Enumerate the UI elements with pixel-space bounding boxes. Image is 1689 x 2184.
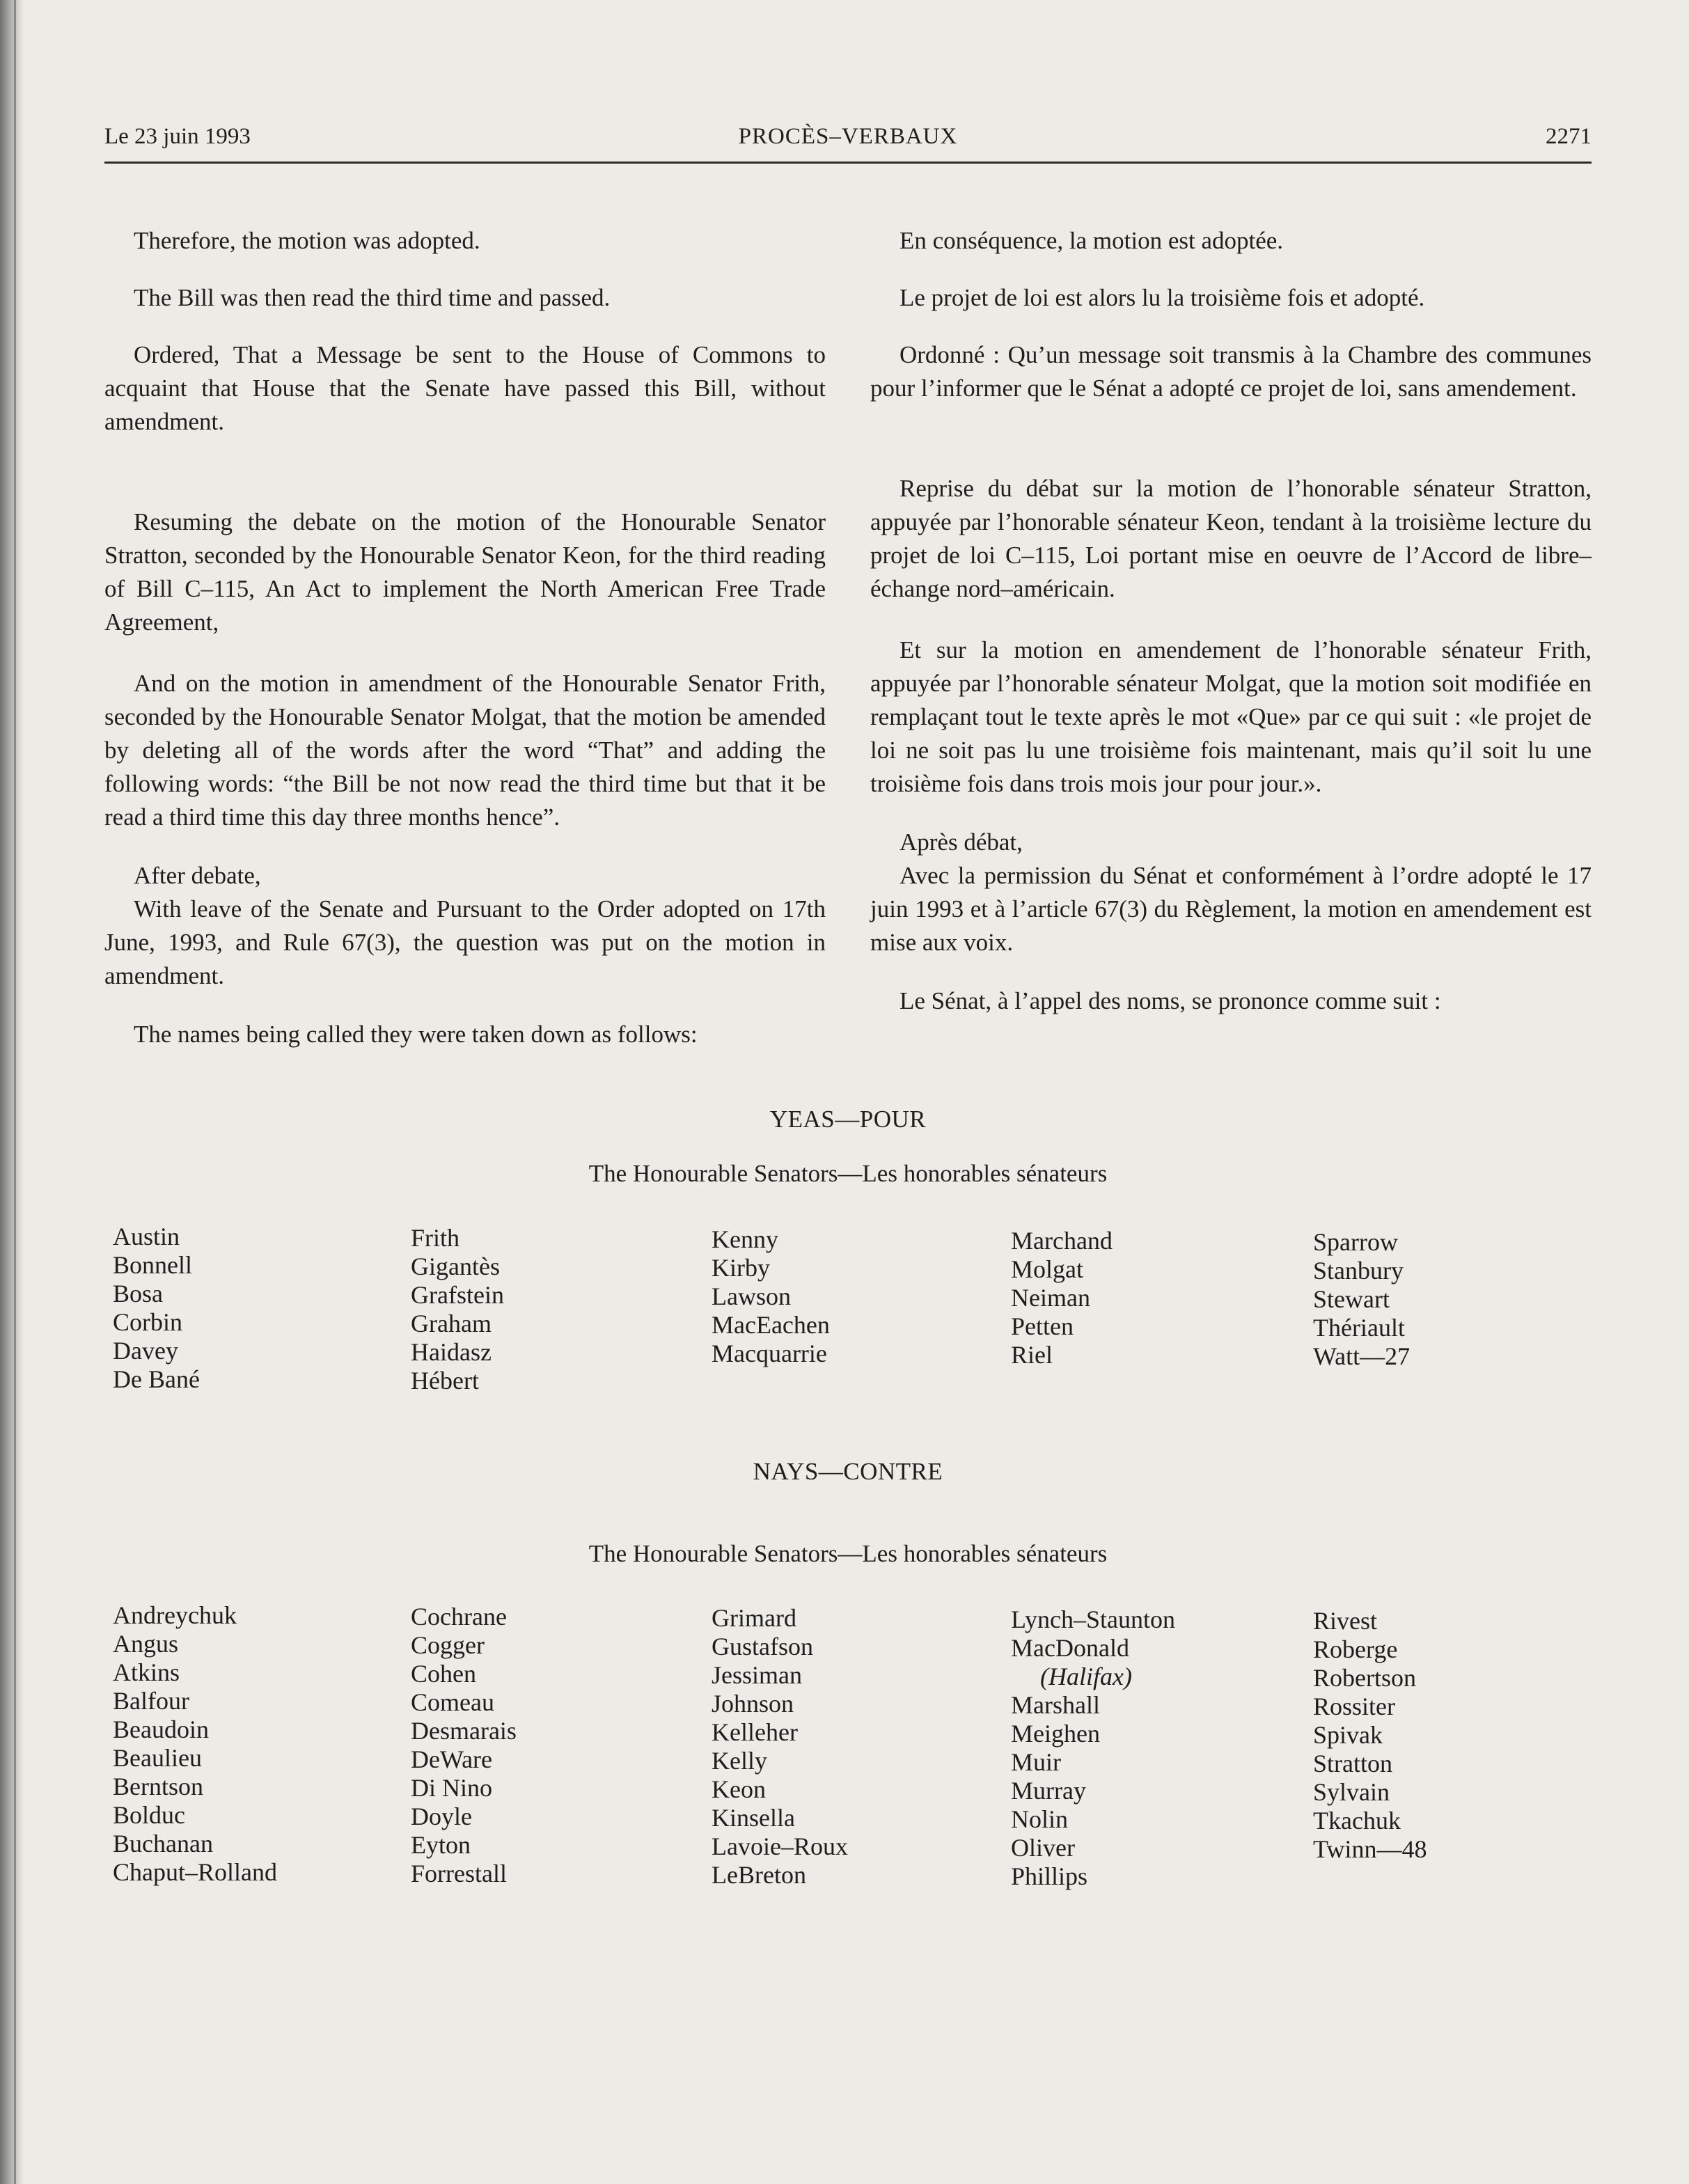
senator-name: Bonnell — [113, 1251, 192, 1279]
senator-name: Frith — [411, 1224, 460, 1252]
running-head — [104, 124, 1592, 159]
yeas-column-5 — [1313, 1228, 1410, 1371]
senator-name: Tkachuk — [1313, 1807, 1401, 1835]
senator-name: Lawson — [712, 1282, 791, 1310]
senator-name: Jessiman — [712, 1661, 802, 1689]
senator-name: Kenny — [712, 1225, 778, 1253]
senator-name: Chaput–Rolland — [113, 1858, 277, 1886]
paragraph: The Bill was then read the third time and passed. — [134, 284, 611, 311]
yeas-column-3 — [712, 1225, 830, 1368]
senator-name: Marchand — [1011, 1227, 1113, 1255]
senator-name: Graham — [411, 1310, 492, 1337]
paragraph: Le projet de loi est alors lu la troisième fois et adopté. — [900, 284, 1425, 311]
senator-name: Sylvain — [1313, 1778, 1390, 1806]
senator-name: Comeau — [411, 1688, 494, 1716]
senator-name: Muir — [1011, 1748, 1061, 1776]
paragraph: After debate, — [134, 862, 261, 889]
senator-name: Johnson — [712, 1690, 794, 1718]
senator-name: Buchanan — [113, 1830, 213, 1857]
senator-name: Balfour — [113, 1687, 189, 1715]
senator-name: Desmarais — [411, 1717, 517, 1745]
senator-name: Thériault — [1313, 1314, 1405, 1342]
senator-name: Hébert — [411, 1367, 479, 1395]
senator-name: Phillips — [1011, 1862, 1088, 1890]
paragraph: Ordered, That a Message be sent to the House of Commons to acquaint that House that the Senate have passed this Bill, without amendment. — [104, 341, 826, 435]
french-column — [870, 224, 1592, 1018]
senator-name: Roberge — [1313, 1635, 1398, 1663]
senator-name: Marshall — [1011, 1691, 1100, 1719]
senator-name: Berntson — [113, 1773, 203, 1800]
english-column — [104, 224, 826, 1051]
yeas-subtitle: The Honourable Senators—Les honorables sénateurs — [588, 1160, 1108, 1187]
paragraph: Après débat, — [900, 828, 1023, 856]
senator-name: Haidasz — [411, 1338, 492, 1366]
senator-name: Meighen — [1011, 1720, 1100, 1747]
senator-name: Cohen — [411, 1660, 476, 1688]
senator-name: Grafstein — [411, 1281, 504, 1309]
senator-name: Kelleher — [712, 1718, 798, 1746]
senator-name: Forrestall — [411, 1860, 507, 1887]
paragraph: Ordonné : Qu’un message soit transmis à la Chambre des communes pour l’informer que le Sénat a adopté ce projet de loi, sans amendement. — [870, 341, 1592, 402]
senator-name: Cogger — [411, 1631, 485, 1659]
yeas-column-1 — [113, 1223, 200, 1394]
paragraph: And on the motion in amendment of the Honourable Senator Frith, seconded by the Honourable Senator Molgat, that the motion be amended by deleting all of the words after the word “That” and adding the following words: “the Bill be not now read the third time but that it be read a third time this day three months hence”. — [104, 670, 826, 831]
senator-name: Stewart — [1313, 1285, 1390, 1313]
senator-name: Stanbury — [1313, 1257, 1404, 1285]
senator-name: Gigantès — [411, 1252, 500, 1280]
paragraph: Therefore, the motion was adopted. — [134, 227, 480, 254]
nays-column-1 — [113, 1601, 277, 1887]
senator-name: De Bané — [113, 1365, 200, 1393]
nays-subtitle: The Honourable Senators—Les honorables sénateurs — [588, 1540, 1108, 1567]
senator-name: Kinsella — [712, 1804, 795, 1832]
senator-name: Riel — [1011, 1341, 1053, 1369]
senator-name: Angus — [113, 1630, 179, 1658]
senator-name: Eyton — [411, 1831, 471, 1859]
senator-name: Atkins — [113, 1658, 180, 1686]
paragraph: Avec la permission du Sénat et conformément à l’ordre adopté le 17 juin 1993 et à l’article 67(3) du Règlement, la motion en amendement est mise aux voix. — [870, 862, 1592, 956]
senator-name: DeWare — [411, 1745, 493, 1773]
yeas-column-2 — [411, 1224, 504, 1395]
binding-edge — [0, 0, 24, 2184]
senator-name: Davey — [113, 1337, 178, 1365]
senator-name: Lavoie–Roux — [712, 1832, 848, 1860]
senator-name: Cochrane — [411, 1603, 507, 1631]
senator-name: Murray — [1011, 1777, 1086, 1805]
senator-name: Oliver — [1011, 1834, 1075, 1862]
page-edge-line — [14, 0, 16, 2184]
header-title: PROCÈS–VERBAUX — [738, 124, 958, 149]
nays-column-5 — [1313, 1607, 1427, 1864]
senator-name: Beaudoin — [113, 1715, 209, 1743]
senator-name: MacDonald — [1011, 1634, 1129, 1662]
paragraph: En conséquence, la motion est adoptée. — [900, 227, 1284, 254]
senator-name: Bolduc — [113, 1801, 185, 1829]
page-number: 2271 — [1546, 124, 1592, 149]
senator-name: Kirby — [712, 1254, 770, 1282]
yeas-column-4 — [1011, 1227, 1113, 1369]
senator-name: Beaulieu — [113, 1744, 202, 1772]
senator-name: Austin — [113, 1223, 180, 1250]
senator-name: Keon — [712, 1775, 766, 1803]
paragraph: Reprise du débat sur la motion de l’honorable sénateur Stratton, appuyée par l’honorable sénateur Keon, tendant à la troisième lecture du projet de loi C–115, Loi portant mise en oeuvre de l’Accord de libre–échange nord–américain. — [870, 475, 1592, 602]
senator-name: Nolin — [1011, 1805, 1069, 1833]
nays-title: NAYS—CONTRE — [753, 1458, 943, 1485]
paragraph: Resuming the debate on the motion of the Honourable Senator Stratton, seconded by the Honourable Senator Keon, for the third reading of Bill C–115, An Act to implement the North American Free Trade Agreement, — [104, 508, 826, 636]
senator-name: Andreychuk — [113, 1601, 237, 1629]
senator-name: Rivest — [1313, 1607, 1378, 1635]
senator-name: Neiman — [1011, 1284, 1090, 1312]
yeas-title: YEAS—POUR — [769, 1106, 927, 1133]
senator-name: MacEachen — [712, 1311, 830, 1339]
header-rule — [104, 162, 1592, 164]
paragraph: The names being called they were taken down as follows: — [134, 1021, 698, 1048]
senator-name: Spivak — [1313, 1721, 1383, 1749]
senator-name: Twinn—48 — [1313, 1835, 1427, 1863]
nays-column-4 — [1011, 1605, 1175, 1891]
senator-name: Gustafson — [712, 1633, 813, 1660]
senator-name: Grimard — [712, 1604, 796, 1632]
senator-name: Petten — [1011, 1312, 1074, 1340]
nays-column-3 — [712, 1604, 848, 1890]
senator-name: Sparrow — [1313, 1228, 1398, 1256]
paragraph: Et sur la motion en amendement de l’honorable sénateur Frith, appuyée par l’honorable sénateur Molgat, que la motion soit modifiée en remplaçant tout le texte après le mot «Que» par ce qui suit : «le projet de loi ne soit pas lu une troisième fois maintenant, mais qu’il soit lu une troisième fois dans trois mois jour pour jour.». — [870, 636, 1592, 797]
senator-name: Stratton — [1313, 1750, 1392, 1777]
senator-name: Robertson — [1313, 1664, 1416, 1692]
paragraph: Le Sénat, à l’appel des noms, se prononce comme suit : — [900, 987, 1441, 1014]
header-date: Le 23 juin 1993 — [104, 124, 251, 149]
paragraph: With leave of the Senate and Pursuant to the Order adopted on 17th June, 1993, and Rule 67(3), the question was put on the motion in amendment. — [104, 895, 826, 989]
senator-name: Bosa — [113, 1280, 163, 1307]
senator-name: Rossiter — [1313, 1692, 1396, 1720]
nays-column-2 — [411, 1603, 517, 1888]
senator-name: Lynch–Staunton — [1011, 1605, 1175, 1633]
senator-name: Doyle — [411, 1802, 472, 1830]
senator-riding-note: (Halifax) — [1040, 1663, 1132, 1690]
senator-name: Kelly — [712, 1747, 767, 1775]
senator-name: Di Nino — [411, 1774, 492, 1802]
senator-name: Watt—27 — [1313, 1342, 1411, 1370]
senator-name: Molgat — [1011, 1255, 1083, 1283]
senator-name: LeBreton — [712, 1861, 806, 1889]
senator-name: Macquarrie — [712, 1340, 827, 1367]
senator-name: Corbin — [113, 1308, 183, 1336]
